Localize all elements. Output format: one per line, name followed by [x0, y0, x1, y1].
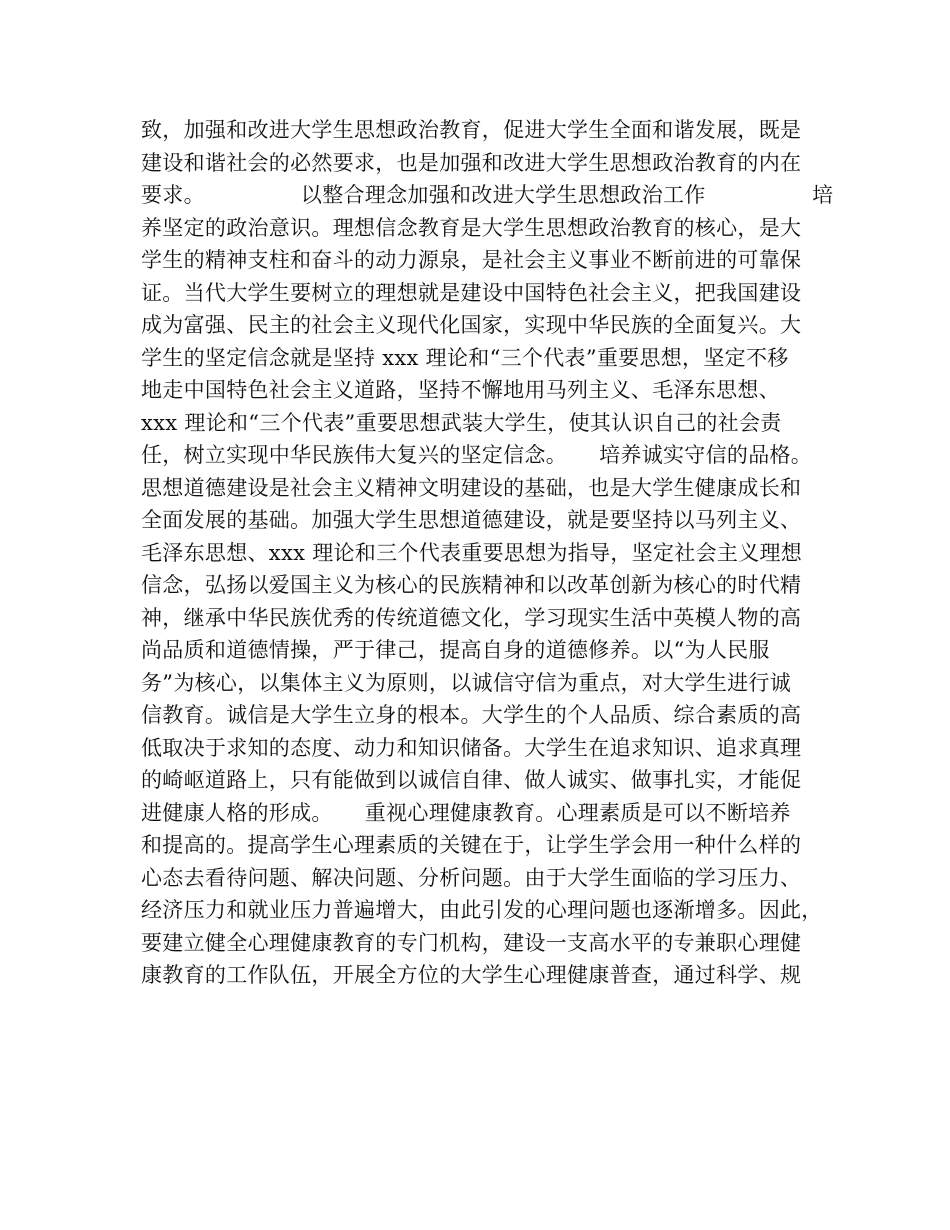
text-line: 和提高的。提高学生心理素质的关键在于，让学生学会用一种什么样的 [141, 833, 802, 857]
text-line: 要求。 以整合理念加强和改进大学生思想政治工作 培 [141, 183, 834, 207]
text-line: 要建立健全心理健康教育的专门机构，建设一支高水平的专兼职心理健 [141, 930, 802, 955]
text-line: 证。当代大学生要树立的理想就是建设中国特色社会主义，把我国建设 [141, 280, 802, 305]
text-line: 信念，弘扬以爱国主义为核心的民族精神和以改革创新为核心的时代精 [141, 573, 802, 597]
text-line: 神，继承中华民族优秀的传统道德文化，学习现实生活中英模人物的高 [141, 605, 802, 630]
text-line: 任，树立实现中华民族伟大复兴的坚定信念。 培养诚实守信的品格。 [141, 443, 813, 467]
text-line: 建设和谐社会的必然要求，也是加强和改进大学生思想政治教育的内在 [141, 150, 802, 175]
text-line: 成为富强、民主的社会主义现代化国家，实现中华民族的全面复兴。大 [141, 313, 802, 337]
text-line: 养坚定的政治意识。理想信念教育是大学生思想政治教育的核心，是大 [141, 215, 802, 240]
text-line: 全面发展的基础。加强大学生思想道德建设，就是要坚持以马列主义、 [141, 508, 802, 532]
text-line: xxx 理论和“三个代表”重要思想武装大学生，使其认识自己的社会责 [141, 410, 782, 435]
text-line: 毛泽东思想、xxx 理论和三个代表重要思想为指导，坚定社会主义理想 [141, 540, 803, 565]
text-line: 低取决于求知的态度、动力和知识储备。大学生在追求知识、追求真理 [141, 735, 802, 760]
text-line: 学生的精神支柱和奋斗的动力源泉，是社会主义事业不断前进的可靠保 [141, 248, 802, 272]
text-line: 尚品质和道德情操，严于律己，提高自身的道德修养。以“为人民服 [141, 638, 770, 662]
text-line: 心态去看待问题、解决问题、分析问题。由于大学生面临的学习压力、 [141, 865, 802, 890]
text-line: 的崎岖道路上，只有能做到以诚信自律、做人诚实、做事扎实，才能促 [141, 768, 802, 792]
text-line: 经济压力和就业压力普遍增大，由此引发的心理问题也逐渐增多。因此， [141, 898, 823, 922]
body-text [141, 114, 841, 992]
text-line: 进健康人格的形成。 重视心理健康教育。心理素质是可以不断培养 [141, 800, 791, 825]
text-line: 致，加强和改进大学生思想政治教育，促进大学生全面和谐发展，既是 [141, 118, 802, 142]
text-line: 康教育的工作队伍，开展全方位的大学生心理健康普查，通过科学、规 [141, 963, 802, 987]
text-line: 思想道德建设是社会主义精神文明建设的基础，也是大学生健康成长和 [141, 475, 802, 500]
text-line: 务”为核心，以集体主义为原则，以诚信守信为重点，对大学生进行诚 [141, 670, 792, 695]
text-line: 学生的坚定信念就是坚持 xxx 理论和“三个代表”重要思想，坚定不移 [141, 345, 789, 370]
text-line: 信教育。诚信是大学生立身的根本。大学生的个人品质、综合素质的高 [141, 703, 802, 727]
text-line: 地走中国特色社会主义道路，坚持不懈地用马列主义、毛泽东思想、 [141, 378, 780, 402]
